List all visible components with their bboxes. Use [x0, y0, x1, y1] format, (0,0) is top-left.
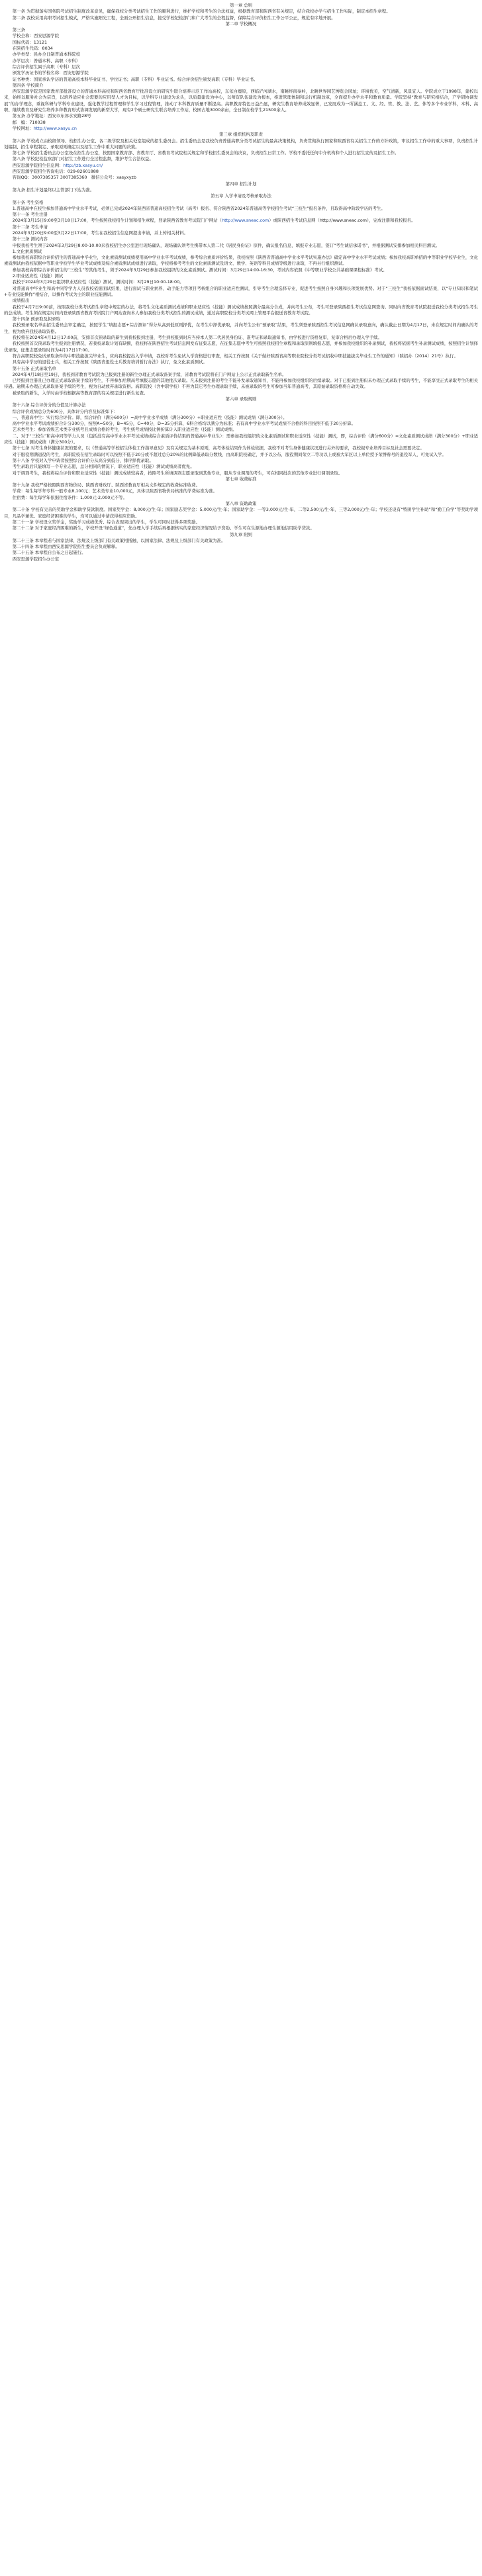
paragraph: 第二十四条 本章程由西安思源学院招生委员会负责解释。 — [12, 544, 120, 550]
paragraph: 第十四条 预录取及拟录取 — [12, 316, 61, 322]
paragraph: 第十五条 正式录取名单 — [12, 365, 56, 371]
chapter-heading: 第一章 总则 — [230, 3, 252, 8]
chapter-heading: 第四章 招生计划 — [225, 181, 257, 187]
paragraph: 1.普通高中在校生参加普通高中学业水平考试，必须已完成2024年陕西省普通高校招生考试（高考）报名、符合陕西省2024年普通高等学校招生考试“三校生”报名条件，且取得高中阶段学历的考生。 — [12, 205, 385, 211]
chapter-heading: 第三章 组织机构及职责 — [219, 132, 263, 138]
paragraph: 第一条 为贯彻落实国务院考试招生制度改革意见，确保我校分类考试招生工作的顺利进行，维护学校和考生的合法权益，根据教育部和陕西省有关规定，结合我校办学与招生工作实际，制定本招生章程。 — [12, 9, 391, 15]
paragraph: 颁发学历证书的学校名称：西安思源学院 — [12, 70, 89, 76]
paragraph: 第十三条 测试内容 — [12, 236, 48, 242]
paragraph: 我校将在2024年4月12日17:00前，安排首次预录取的新生到我校报到注册，考生到校报到时应当持本人第二代居民身份证、准考证和录取通知书，由学校进行资格复审，复审合格后办理入学手续。 — [12, 335, 382, 341]
paragraph: 艺术类考生：参加省级艺术类专业统考且成绩合格的考生，考生统考成绩按比例折算计入职业适应性（技能）测试成绩。 — [12, 427, 237, 433]
paragraph: 我校于2024年3月29日组织职业适应性（技能）测试，测试时间：3月29日10:00-18:00。 — [12, 279, 184, 285]
paragraph: 2024年3月20日9:00至3月22日17:00，考生在我校招生信息网提出申请，并上传相关材料。 — [12, 230, 188, 236]
paragraph: 被录取的新生，入学时由学校根据高等教育部的有关规定进行新生复查。 — [12, 390, 148, 396]
chapter-heading: 第七章 收费标准 — [225, 476, 257, 482]
paragraph: 第二条 我校采用高职考试招生模式，严格实施阳光工程，全面公开招生信息，接受学校纪检部门和广大考生的全程监督，保障综合评价招生工作公平公正，规范有序地开展。 — [12, 15, 336, 21]
paragraph: 办学类型：民办全日制普通本科院校 — [12, 52, 81, 58]
paragraph: 第二十五条 本章程自公布之日起施行。 — [12, 550, 86, 556]
paragraph: 2.职业适应性（技能）测试 — [12, 273, 64, 279]
paragraph: 西安思源学院招生信息网：http://zb.xasyu.cn/ — [12, 162, 103, 168]
chapter-heading: 第六章 录取规则 — [225, 396, 257, 402]
paragraph: 住宿费：每生每学年依据住宿条件：1,000元-2,000元不等。 — [12, 494, 127, 500]
paragraph: 学校网址：http://www.xasyu.cn — [12, 125, 77, 131]
chapter-heading: 第八章 资助政策 — [225, 501, 257, 507]
paragraph: 第十八条 学校对入学申请者按照综合评价分从高分到低分，排序择优录取。 — [12, 457, 154, 463]
paragraph: 成绩报出 — [12, 298, 30, 304]
paragraph: 第三条 — [12, 27, 25, 33]
paragraph: 第十二条 考生申请 — [12, 224, 48, 230]
paragraph: 第九条 招生计划最终以主管部门下达为准。 — [12, 187, 95, 193]
paragraph: 第六条 学校成立由校级领导、校招生办公室、各二级学院及相关处室组成的招生委员会。招生委员会是我校负责普通高职分类考试招生的最高决策机构，负责贯彻执行国家和陕西省有关招生工作的方针政策，审议招生工作中的重大事项，负责招生计划编制、招生章程制定、录取原则确定以及招生工作中重大问题的决策。 — [4, 138, 478, 150]
paragraph: 考生录取后只能填写一个专业志愿，总分相同的情况下，职业适应性（技能）测试成绩高者优先。 — [12, 464, 195, 470]
paragraph: 二、对于“三校生”和高中同等学力人员（包括没有高中学业水平考试成绩或综合素质评价结果的普通高中毕业生）：需参加我校组织的文化素质测试和职业适应性（技能）测试，即，综合评价（满分600分）=文化素质测试成绩（满分300分）+职业适应性（技能）测试成绩（满分300分）。 — [4, 433, 478, 445]
paragraph: 证书种类：国家承认学历的普通高校本科毕业证书、学位证书；高职（专科）毕业证书。综合评价招生颁发高职（专科）毕业证书。 — [12, 76, 258, 82]
paragraph: 具有高中学历的退役士兵，相关工作按照《陕西省退役士兵教育培训暂行办法》执行，免文化素质测试。 — [12, 359, 207, 365]
chapter-heading: 第五章 入学申请及考核录取办法 — [211, 193, 271, 199]
paragraph: 学费：每生每学年专科一般专业8,100元；艺术类专业10,000元，具体以陕西省物价局核准的学费标准为准。 — [12, 488, 217, 494]
paragraph: 西安思源学院招生咨询电话：029-82601888 — [12, 169, 99, 175]
paragraph: 第四条 学校简介 — [12, 82, 44, 88]
paragraph: 西安思源学院是国家教育部批准设立的普通本科高校和陕西省教育厅批准设立的研究生联合培养示范工作站高校，东依白鹿原，西临浐河湖水，南眺终南秦岭，北眺世界园艺博览会园址；环境优美，空气清新，风景宜人。学院成立于1998年，建校以来，始终以服务社会为宗旨，以培养适应社会需要的应用型人才为目标，以学科专业建设为龙头，以质量建设为中心，以师资队伍建设为根本，推进管理体制和运行机制改革，全面提升办学水平和教育质量。学院坚持“教育与研究相结合，产学研协调发展”的办学理念，重视科研与学科专业建设，强化教学过程管理和学生学习过程管理，推动了本科教育质量不断提高。高职教育特色日益凸显，研究生教育培养成效显著，已发展成为一所涵盖工、文、经、管、教、法、艺、体等多个专业学科，本科、高职、继续教育及研究生培养多种教育形式协调发展的新型大学，现有2个硕士研究生联合培养工作站，校园占地3000余亩，全日制在校学生21500余人。 — [4, 89, 478, 113]
paragraph: 对普通高中毕业生和高中同等学力人员我校依据面试结果，进行面试与职业素养、动手能力等项目考核组合的职业适应性测试，引导考生合理选择专业，促进考生按照自身兴趣和长项发展优势。对于“三校生”我校依据面试结果，以“专业知识和笔试+专业技能操作”相结合，以操作考试为主的职业技能测试。 — [4, 285, 478, 297]
paragraph: 国标代码：13121 — [12, 39, 48, 45]
hyperlink[interactable]: http://www.sneac.com — [222, 218, 269, 224]
paragraph: 对于服役期满退役的考生，高职院校在招生录取时可以按照不低于20分或不超过总分20%的比例降低录取分数线，由高职院校确定，并予以公布，服役期间荣立二等功以上或被大军区以上单位授予荣誉称号的退役军人，可免试入学。 — [12, 451, 446, 457]
hyperlink[interactable]: http://www.xasyu.cn — [33, 125, 77, 131]
paragraph: 第七条 学校招生委员会办公室设在招生办公室，按照国家教育部、省教育厅、省教育考试院相关规定和学校招生委员会的决议，负责招生日常工作。学校不委托任何中介机构和个人进行招生宣传及招生工作。 — [12, 150, 399, 156]
paragraph: 我校于4月7日9:00前，按照我校分类考试招生章程中规定的办法，将考生文化素质测试成绩和职业适应性（技能）测试成绩按照满分最高分合成，并向考生公布，考生可登录陕西招生考试信息网查询。同时向省教育考试院报送我校分类考试招生考生的总成绩。考生须在规定时间内登录陕西省教育考试院门户网站查询本人参加我校分类考试招生的测试成绩，通过高职院校分类考试网上管理平台报送省教育考试院。 — [4, 304, 478, 316]
paragraph: 咨询QQ：3007385357 3007385360 微信公众号：xasyxyzb — [12, 175, 136, 181]
paragraph: 一、普通高中生：实行综合评价。即，综合评价（满分600分）=高中学业水平成绩（满分300分）+职业适应性（技能）测试成绩（满分300分）。 — [12, 414, 287, 420]
chapter-heading: 第九章 附则 — [230, 531, 252, 537]
paragraph: 第十条 考生资格 — [12, 199, 44, 205]
paragraph: 已经报到注册且已办理正式录取备案手续的考生，不再参加后期高考填报志愿的其他批次录取。凡未报到注册的考生不能补发录取通知书，不能再参加我校组织的后续录取。对于已报到注册但未办理正式录取手续的考生，不能享受正式录取考生的相关待遇。逾期未办理正式录取备案手续的考生，视为自动放弃录取资格。高职院校（含中职学校）不再为其它考生办理录取手续，未被录取的考生可参加当年普通高考，其原始录取资格将自动失效。 — [4, 378, 478, 390]
paragraph: 第十一条 考生注册 — [12, 212, 48, 218]
paragraph: 综合评价成绩总分为600分，具体评分内容及标准如下： — [12, 408, 118, 414]
paragraph: 我校按照首次预录取考生报到注册情况，若我校录取计划有缺额，我校将在陕西招生考试信息网发布征集志愿，在征集志愿中考生可按照我校招生章程和录取原则填报志愿，并参加我校组织的补录测试，我校将依据考生补录测试成绩，按照招生计划择优录取，征集志愿录取时间为4月17日17:00。 — [4, 341, 478, 353]
paragraph: 我校预录取名单由招生委员会审定确定，按照学生“填报志愿+综合测评”得分从高到低原则择优，在考生中择优录取，并向考生公布“预录取”结果，考生须登录陕西招生考试信息网确认录取意向，确认截止日期为4月17日，未在规定时间内确认的考生，视为放弃我校录取资格。 — [4, 322, 478, 334]
paragraph: 高中学业水平考试成绩折合计分300分，按照A=50分，B=45分，C=40分，D=35分折算，6科合格均以满分为标准；若有高中学业水平考试成绩不合格的科目按照不低于20分折算。 — [12, 421, 356, 427]
paragraph: 对于调剂考生，我校将综合评价和职业适应性（技能）测试成绩较高者，按照考生所填调剂志愿录取到其他专业，服从专业调剂的考生，可在相同批次的其他专业进行调剂录取。 — [12, 470, 343, 476]
paragraph: 第十六条 综合评价分的分值及计算办法 — [12, 402, 86, 408]
paragraph: 学校全称：西安思源学院 — [12, 33, 60, 39]
hyperlink[interactable]: http://zb.xasyu.cn/ — [63, 162, 103, 168]
paragraph: 办学层次：普通本科、高职（专科） — [12, 58, 81, 64]
paragraph: 在陕招生代码：8034 — [12, 46, 53, 52]
paragraph: 符合高职院校免试录取条件的中职技能拔尖毕业生，应向我校提出入学申请，我校对考生免试入学资格进行审查，相关工作按照《关于做好陕西省高等职业院校分类考试招收中职技能拔尖毕业生工作的通知》（陕招办〔2014〕21号）执行。 — [12, 353, 458, 359]
chapter-heading: 第二章 学校概况 — [225, 21, 257, 26]
paragraph: 2024年3月15日9:00至3月18日17:00，考生按照我校招生计划和招生章程，登录陕西省教育考试院门户网站（http://www.sneac.com）或陕西招生考试信息网（http://www.sneac.com），完成注册和我校报名。 — [12, 218, 416, 224]
paragraph: 第八条 学校纪检监察部门对招生工作进行全过程监督，维护考生合法权益。 — [12, 156, 154, 162]
paragraph: 第十九条 我校严格按照陕西省物价局、陕西省财政厅、陕西省教育厅相关文件规定的收费标准收费。 — [12, 482, 201, 488]
paragraph: 西安思源学院招生办公室 — [12, 556, 60, 562]
paragraph: 综合评价招生属于高职（专科）层次 — [12, 64, 81, 69]
paragraph: 第二十一条 学校设立奖学金，奖励学习成绩优秀、综合表现突出的学生，学生可同时获得多项奖励。 — [12, 519, 201, 525]
paragraph: 第二十二条 对于家庭经济困难的新生，学校开设“绿色通道”，先办理入学手续后再根据核实的家庭经济情况给予资助。学生可在生源地办理生源地信用助学贷款。 — [12, 525, 314, 531]
paragraph: 第十七条 对考生身体健康状况的要求，以《普通高等学校招生体检工作指导意见》及有关规定为基本原则，高考体检结果作为体检依据，我校不对考生身体健康状况进行另外的要求，我校视专业培养目标及社会需要决定。 — [12, 445, 424, 451]
paragraph: 第五条 办学地址：西安市东郊水安路28号 — [12, 113, 91, 119]
paragraph: 2024年4月18日至19日，我校到省教育考试院为已报到注册的新生办理正式录取备案手续，省教育考试院将在门户网站上公示正式录取新生名单。 — [12, 371, 287, 377]
paragraph: 第二十条 学校有完善的奖助学金和助学贷款制度。国家奖学金：8,000元/生·年；国家励志奖学金：5,000元/生·年；国家助学金：一等3,000元/生·年，二等2,500元/生·年，三等2,000元/生·年；学校还设有“特困学生补助”和“勤工俭学”等奖助学项目，凡品学兼优、家庭经济困难的学生，均可以通过申请获得相应资助。 — [4, 507, 478, 519]
paragraph: 参加我校高职综合评价招生的普通高中毕业生，文化素质测试成绩使用高中学业水平考试成绩，参考综合素质评价结果，我校按照《陕西省普通高中学业水平考试实施办法》确定高中学业水平考试成绩；参加我校高职单招的中等职业学校毕业生，文化素质测试由我校依据中等职业学校学生毕业考试成绩及综合素质测试成绩进行录取，学校将参考考生的文化素质测试及语文、数学、英语等科目成绩等级进行录取，不再另行组织测试。 — [4, 255, 478, 267]
paragraph: 第二十三条 本章程若与国家法律、法规及上级部门有关政策相抵触，以国家法律、法规及上级部门有关政策为准。 — [12, 537, 226, 543]
paragraph: 参加我校高职综合评价招生的“三校生”等其他考生，须于2024年3月29日参加我校组织的文化素质测试。测试时间：3月29日14:00-16:30，考试内容依照《中等职业学校公共基础课课程标准》考试。 — [12, 267, 387, 273]
paragraph: 1.文化素质测试 — [12, 248, 42, 254]
paragraph: 申报我校考生须于2024年3月29日8:00-10:00来我校招生办公室进行现场确认，现场确认须考生携带本人第二代《居民身份证》原件，确认报名信息，填报专业志愿，签订“考生诚信承诺书”，并根据测试安排参加相关科目测试。 — [12, 242, 440, 248]
paragraph: 邮 编：710038 — [12, 119, 46, 125]
